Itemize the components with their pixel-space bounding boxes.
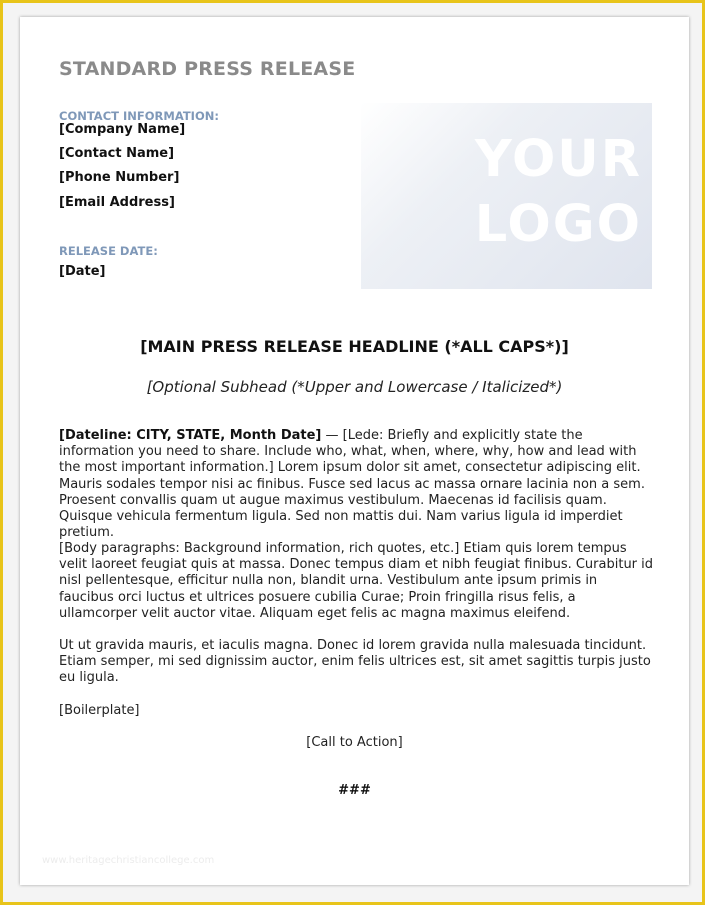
headline: [MAIN PRESS RELEASE HEADLINE (*ALL CAPS*)] — [140, 337, 569, 356]
lede-text: — [Lede: Briefly and explicitly state the information you need to share. Include who, what, when, where, why, how and lead with the most important information.] Lorem ipsum dolor sit amet, consectetur adipiscing elit. Mauris sodales tempor nisi ac finibus. Fusce sed lacus ac massa ornare lacinia non a sem. Proesent convallis quam ut augue maximus vestibulum. Maecenas id facilisis quam. Quisque vehicula fermentum ligula. Sed non mattis dui. Nam varius ligula id imperdiet pretium. — [59, 428, 645, 541]
subhead: [Optional Subhead (*Upper and Lowercase / Italicized*) — [146, 378, 563, 396]
document-page — [20, 17, 689, 885]
watermark: www.heritagechristiancollege.com — [42, 855, 215, 866]
logo-placeholder — [361, 103, 652, 289]
dateline: [Dateline: CITY, STATE, Month Date] — [59, 428, 322, 443]
contact-name-field: [Contact Name] — [59, 146, 175, 161]
document-title: STANDARD PRESS RELEASE — [59, 58, 356, 80]
release-date-value: [Date] — [59, 264, 106, 279]
phone-number-field: [Phone Number] — [59, 170, 180, 185]
company-name-field: [Company Name] — [59, 122, 186, 137]
call-to-action: [Call to Action] — [306, 735, 403, 750]
logo-text-line2: LOGO — [474, 195, 642, 254]
end-marks: ### — [338, 783, 371, 798]
document-frame — [3, 3, 702, 902]
body-paragraph-1: [Body paragraphs: Background information, rich quotes, etc.] Etiam quis lorem tempus velit laoreet feugiat quis at massa. Donec tempus diam et nibh feugiat finibus. Curabitur id nisl pellentesque, efficitur nulla non, blandit urna. Vestibulum ante ipsum primis in faucibus orci luctus et ultrices posuere cubilia Curae; Proin fringilla risus felis, a ullamcorper velit auctor vitae. Aliquam eget felis ac magna maximus eleifend. — [59, 541, 654, 621]
lede-paragraph — [59, 428, 654, 541]
body-paragraph-2: Ut ut gravida mauris, et iaculis magna. Donec id lorem gravida nulla malesuada tincidunt. Etiam semper, mi sed dignissim auctor, enim felis ultrices est, sit amet sagittis turpis justo eu ligula. — [59, 638, 651, 686]
logo-text-line1: YOUR — [474, 130, 642, 189]
contact-info-label: CONTACT INFORMATION: — [59, 109, 219, 123]
release-date-label: RELEASE DATE: — [59, 244, 158, 258]
boilerplate: [Boilerplate] — [59, 703, 140, 718]
email-address-field: [Email Address] — [59, 195, 175, 210]
